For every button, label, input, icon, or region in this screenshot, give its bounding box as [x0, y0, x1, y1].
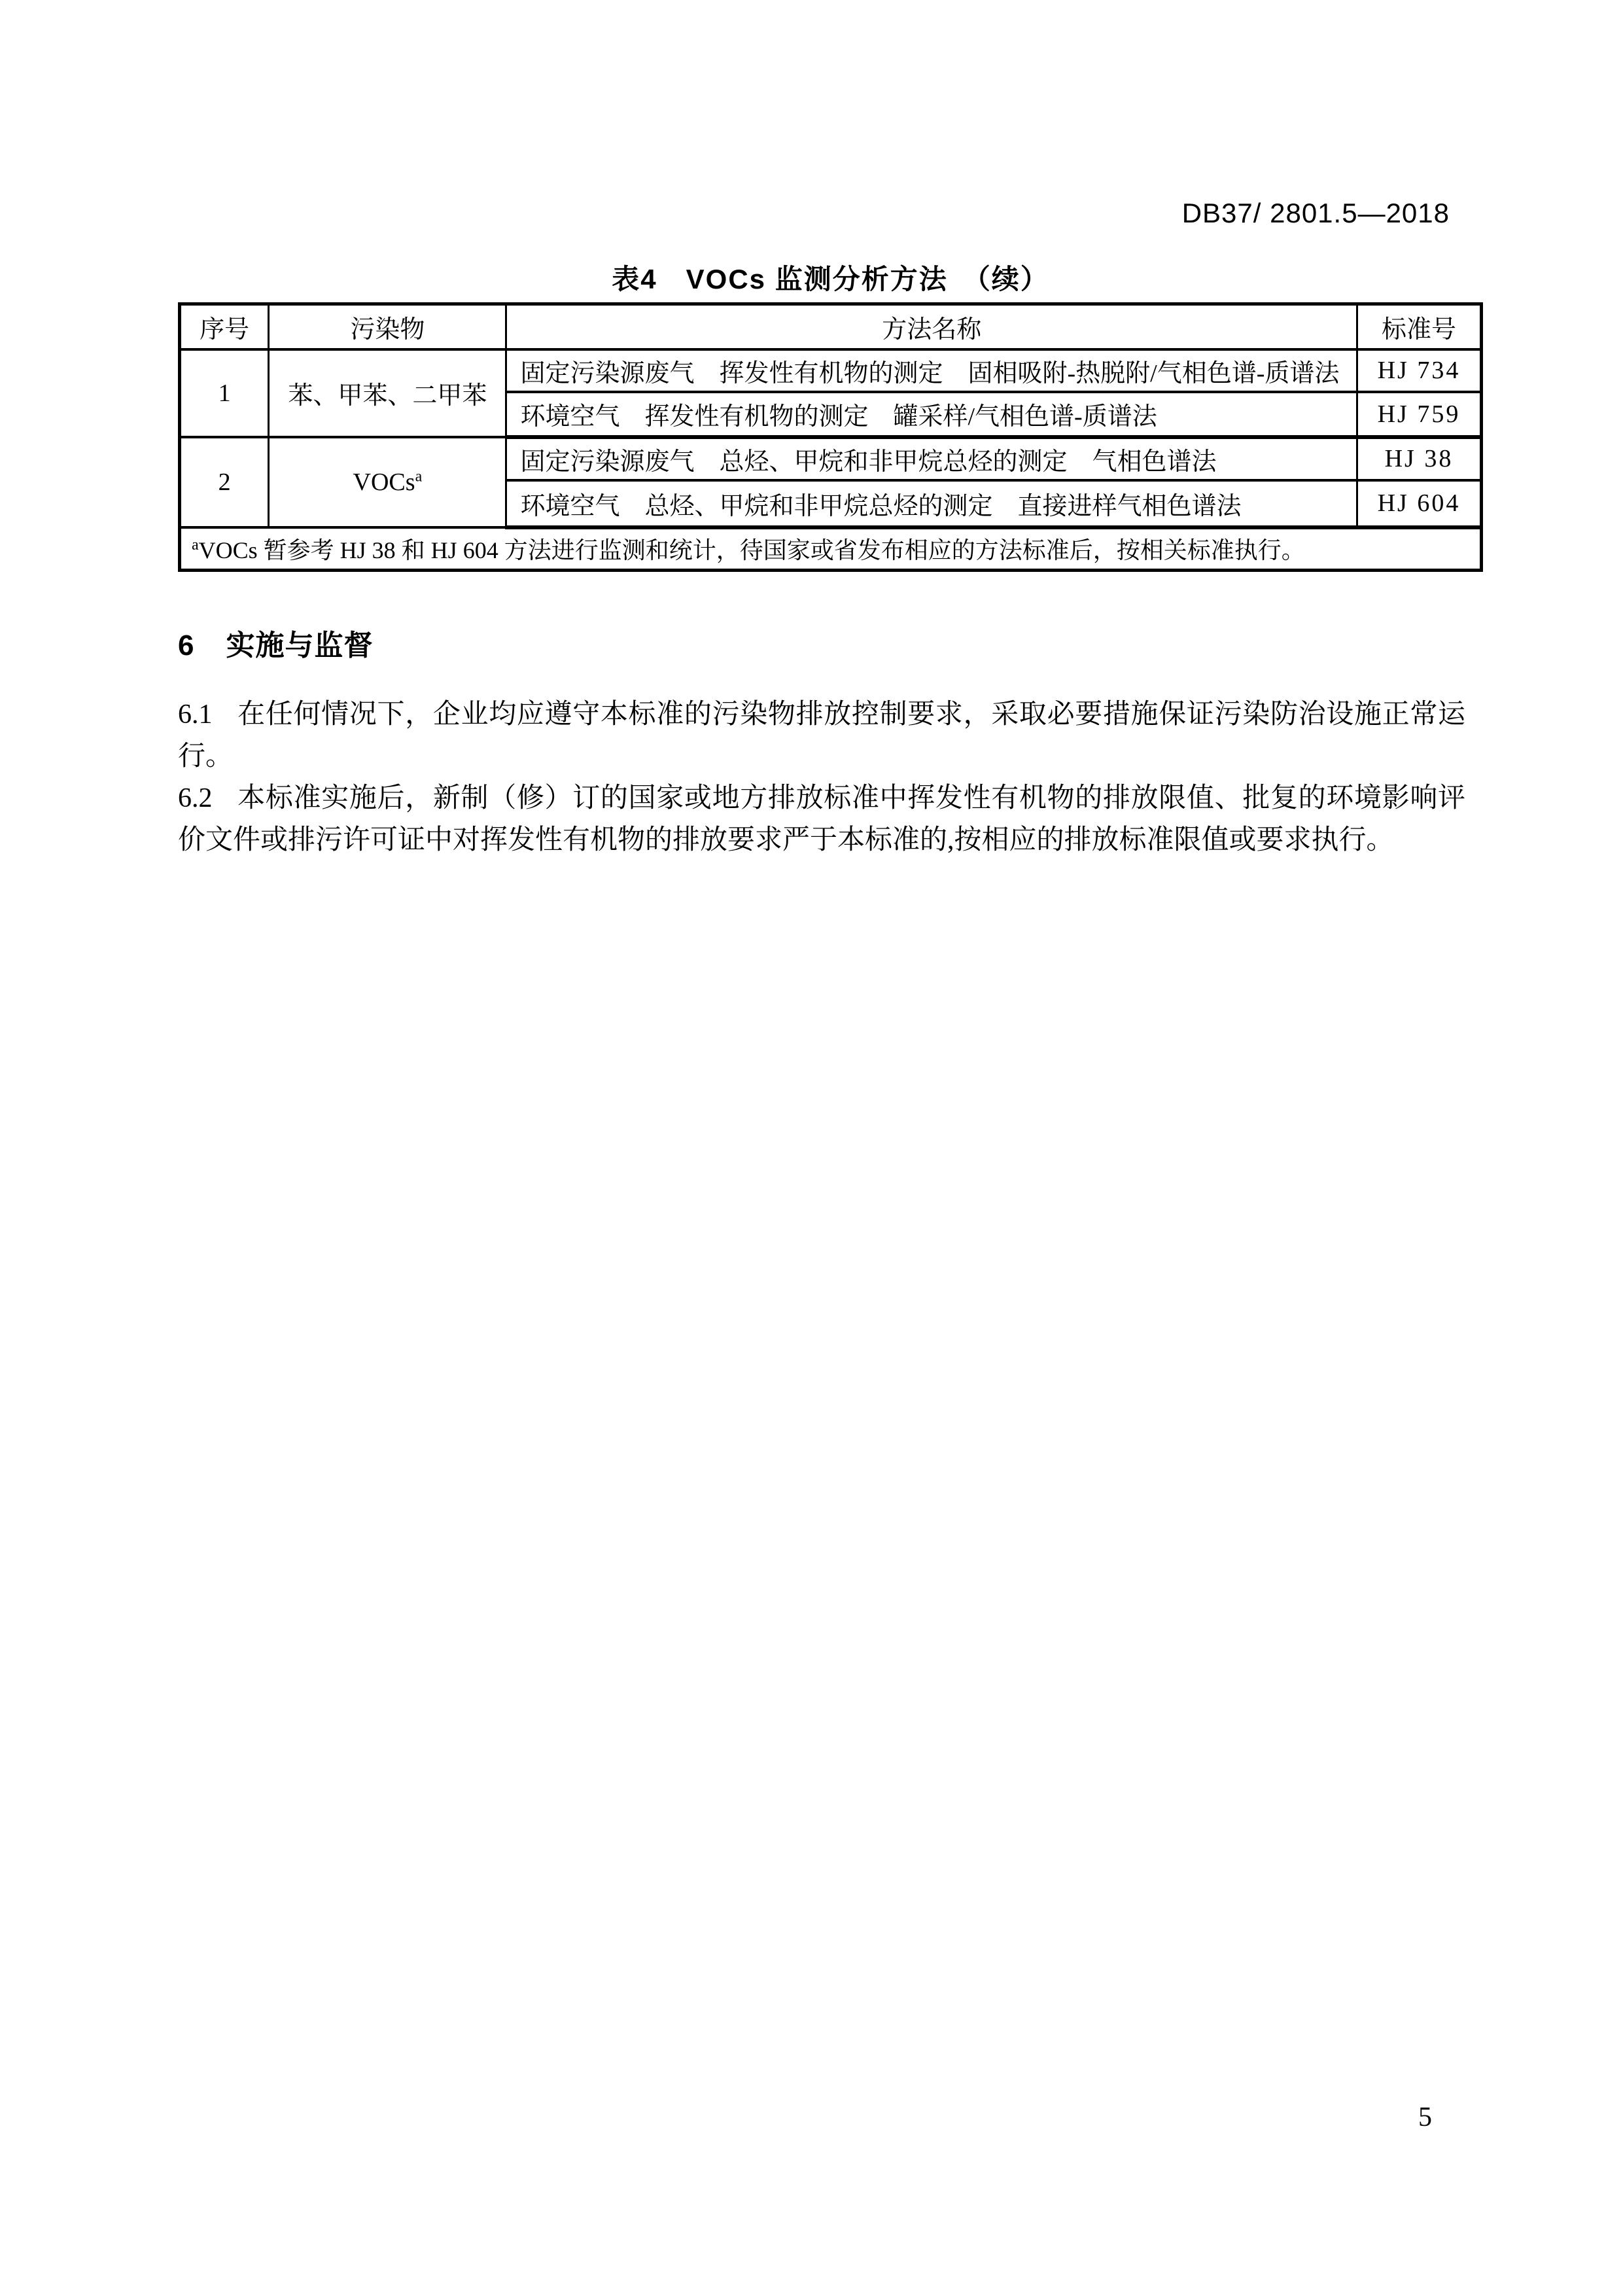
- cell-standard: HJ 38: [1357, 437, 1481, 480]
- cell-standard: HJ 759: [1357, 392, 1481, 437]
- cell-method: 固定污染源废气 挥发性有机物的测定 固相吸附-热脱附/气相色谱-质谱法: [506, 349, 1357, 392]
- paragraph-text: 在任何情况下，企业均应遵守本标准的污染物排放控制要求，采取必要措施保证污染防治设施正常运行。: [178, 699, 1465, 771]
- page-number: 5: [1418, 2102, 1432, 2132]
- col-header-method: 方法名称: [506, 304, 1357, 349]
- table-footnote-row: [180, 527, 1482, 571]
- paragraph-6-2: [178, 777, 1465, 861]
- pollutant-text: 苯、甲苯、二甲苯: [288, 382, 487, 410]
- doc-number: DB37/ 2801.5—2018: [1181, 198, 1450, 228]
- body-text: [178, 694, 1465, 861]
- table-title: 表4 VOCs 监测分析方法 （续）: [612, 264, 1049, 294]
- methods-table: [178, 302, 1483, 572]
- table-footnote: [180, 527, 1482, 571]
- cell-method: 环境空气 挥发性有机物的测定 罐采样/气相色谱-质谱法: [506, 392, 1357, 437]
- paragraph-number: 6.1: [178, 699, 213, 730]
- cell-method: 固定污染源废气 总烃、甲烷和非甲烷总烃的测定 气相色谱法: [506, 437, 1357, 480]
- cell-pollutant: [269, 349, 506, 437]
- table-row: [180, 349, 1482, 392]
- paragraph-text: 本标准实施后，新制（修）订的国家或地方排放标准中挥发性有机物的排放限值、批复的环境影响评价文件或排污许可证中对挥发性有机物的排放要求严于本标准的,按相应的排放标准限值或要求执行。: [178, 783, 1465, 855]
- cell-standard: HJ 734: [1357, 349, 1481, 392]
- section-number: 6: [178, 629, 195, 662]
- section-title: 实施与监督: [226, 629, 374, 662]
- paragraph-number: 6.2: [178, 783, 213, 813]
- section-heading: [178, 622, 373, 663]
- paragraph-6-1: [178, 694, 1465, 777]
- cell-pollutant: [269, 437, 506, 527]
- cell-seq: 1: [180, 349, 269, 437]
- cell-method: 环境空气 总烃、甲烷和非甲烷总烃的测定 直接进样气相色谱法: [506, 480, 1357, 527]
- table-header-row: [180, 304, 1482, 349]
- cell-seq: 2: [180, 437, 269, 527]
- col-header-standard: 标准号: [1357, 304, 1481, 349]
- pollutant-sup: a: [415, 467, 423, 485]
- table-row: [180, 437, 1482, 480]
- cell-standard: HJ 604: [1357, 480, 1481, 527]
- pollutant-text: VOCs: [353, 468, 415, 496]
- footnote-text: VOCs 暂参考 HJ 38 和 HJ 604 方法进行监测和统计，待国家或省发布相应的方法标准后，按相关标准执行。: [198, 537, 1305, 564]
- footnote-marker: a: [192, 537, 199, 554]
- col-header-seq: 序号: [180, 304, 269, 349]
- col-header-pollutant: 污染物: [269, 304, 506, 349]
